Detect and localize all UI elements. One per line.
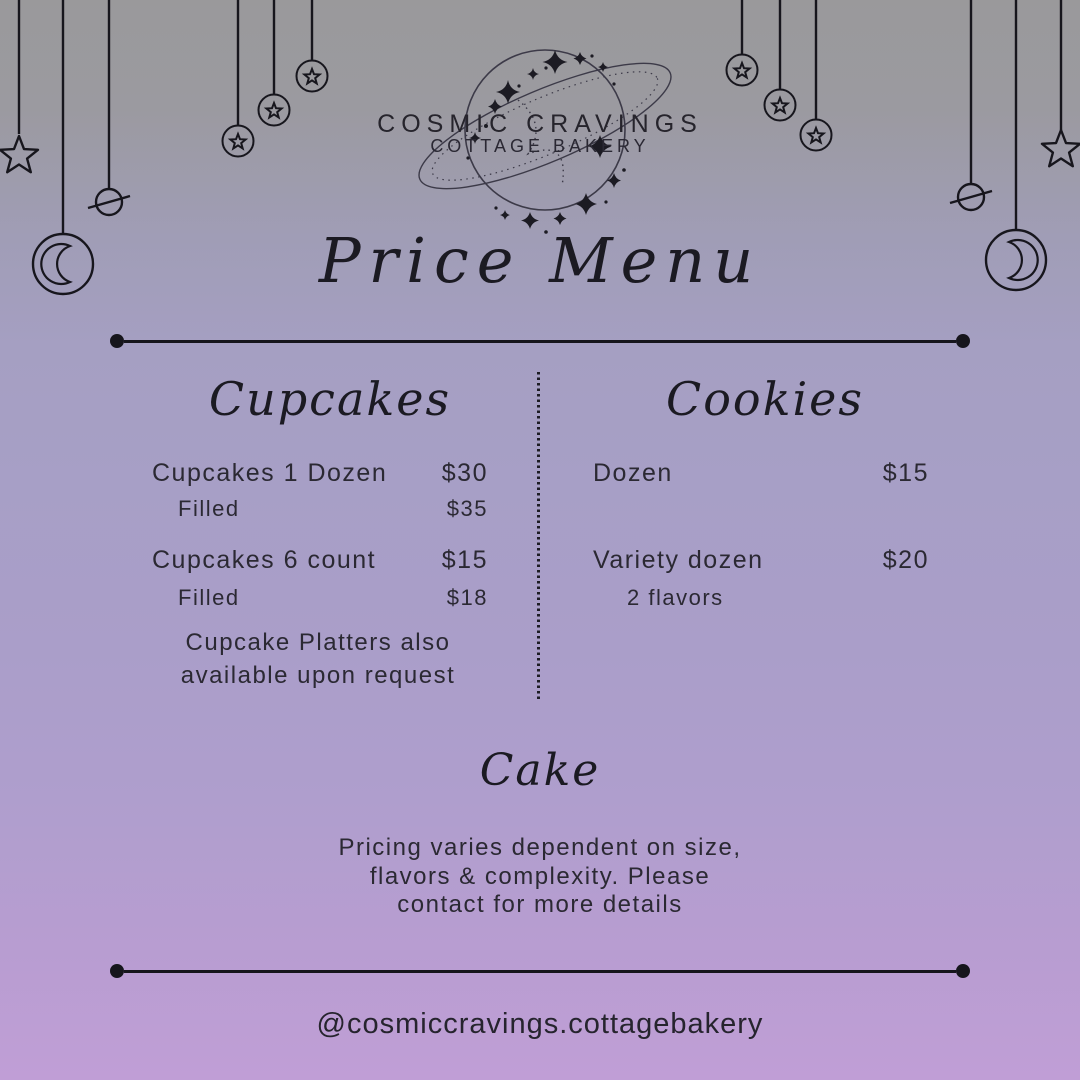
divider-dot: [110, 334, 124, 348]
menu-item-row: [593, 546, 929, 575]
item-label: 2 flavors: [627, 585, 724, 610]
divider-dot: [956, 964, 970, 978]
divider-line: [124, 340, 956, 343]
note-line: contact for more details: [397, 891, 683, 918]
column-divider: [537, 372, 540, 702]
note-line: available upon request: [180, 662, 456, 689]
logo-title: COSMIC CRAVINGS: [377, 110, 703, 138]
item-price: $15: [882, 459, 929, 487]
top-divider: [110, 334, 970, 348]
item-label: Cupcakes 1 Dozen: [152, 459, 388, 487]
note-line: flavors & complexity. Please: [369, 862, 711, 890]
circled-star-icon: [727, 55, 758, 86]
note-line: Pricing varies dependent on size,: [338, 834, 742, 861]
page-title: Price Menu: [318, 224, 762, 297]
bottom-divider: [110, 964, 970, 978]
item-price: $30: [441, 459, 488, 487]
divider-dot: [956, 334, 970, 348]
menu-item-row: [152, 459, 488, 488]
menu-item-row: [152, 585, 488, 611]
planet-ring: [88, 196, 130, 208]
item-label: Filled: [178, 496, 240, 521]
planet-ring: [950, 191, 992, 203]
item-label: Dozen: [593, 459, 673, 487]
menu-item-row: [593, 585, 929, 611]
item-price: $15: [441, 546, 488, 574]
cupcakes-note: [118, 626, 518, 692]
item-price: $20: [882, 546, 929, 574]
menu-item-row: [152, 496, 488, 522]
cake-heading: Cake: [479, 745, 601, 796]
divider-dot: [110, 964, 124, 978]
cookies-heading: Cookies: [666, 372, 864, 426]
cupcakes-heading: Cupcakes: [208, 372, 452, 426]
cake-note: [0, 834, 1080, 920]
item-price: $35: [446, 496, 488, 521]
social-handle: @cosmiccravings.cottagebakery: [316, 1008, 764, 1040]
item-label: Cupcakes 6 count: [152, 546, 377, 574]
divider-line: [124, 970, 956, 973]
menu-item-row: [152, 546, 488, 575]
item-label: Filled: [178, 585, 240, 610]
note-line: Cupcake Platters also: [185, 629, 451, 656]
menu-item-row: [593, 459, 929, 488]
item-label: Variety dozen: [593, 546, 764, 574]
circled-star-icon: [297, 61, 328, 92]
item-price: $18: [446, 585, 488, 610]
logo-subtitle: COTTAGE BAKERY: [430, 136, 650, 156]
